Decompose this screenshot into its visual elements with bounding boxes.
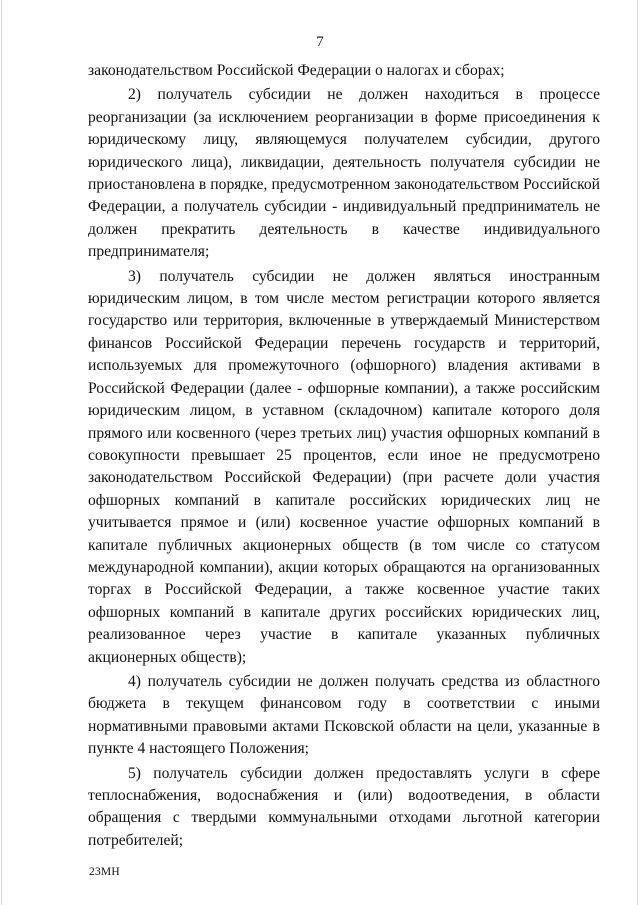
document-body (88, 60, 600, 852)
paragraph-item-4: 4) получатель субсидии не должен получать средства из областного бюджета в текущем финансовом году в соответствии с иными нормативными правовыми актами Псковской области на цели, указанные в пункте 4 настоящего Положения; (88, 672, 600, 758)
page-edge-right (637, 0, 638, 905)
paragraph-continuation: законодательством Российской Федерации о налогах и сборах; (88, 62, 505, 79)
page-edge-left (1, 0, 2, 905)
paragraph-item-2: 2) получатель субсидии не должен находиться в процессе реорганизации (за исключением реорганизации в форме присоединения к юридическому лицу, являющемуся получателем субсидии, другого юридического лица), ликвидации, деятельность получателя субсидии не приостановлена в порядке, предусмотренном законодательством Российской Федерации, а получатель субсидии - индивидуальный предприниматель не должен прекратить деятельность в качестве индивидуального предпринимателя; (88, 86, 600, 261)
paragraph-item-3: 3) получатель субсидии не должен являться иностранным юридическим лицом, в том числе местом регистрации которого является государство или территория, включенные в утверждаемый Министерством финансов Российской Федерации перечень государств и территорий, используемых для промежуточного (офшорного) владения активами в Российской Федерации (далее - офшорные компании), а также российским юридическим лицом, в уставном (складочном) капитале которого доля прямого или косвенного (через третьих лиц) участия офшорных компаний в совокупности превышает 25 процентов, если иное не предусмотрено законодательством Российской Федерации) (при расчете доли участия офшорных компаний в капитале российских юридических лиц не учитывается прямое и (или) косвенное участие офшорных компаний в капитале публичных акционерных обществ (в том числе со статусом международной компании), акции которых обращаются на организованных торгах в Российской Федерации, а также косвенное участие таких офшорных компаний в капитале других российских юридических лиц, реализованное через участие в капитале указанных публичных акционерных обществ); (88, 267, 600, 666)
document-code: 23МН (89, 866, 120, 878)
page-number: 7 (316, 34, 324, 50)
paragraph-item-5: 5) получатель субсидии должен предоставлять услуги в сфере теплоснабжения, водоснабжения и (или) водоотведения, в области обращения с твердыми коммунальными отходами льготной категории потребителей; (88, 764, 600, 849)
